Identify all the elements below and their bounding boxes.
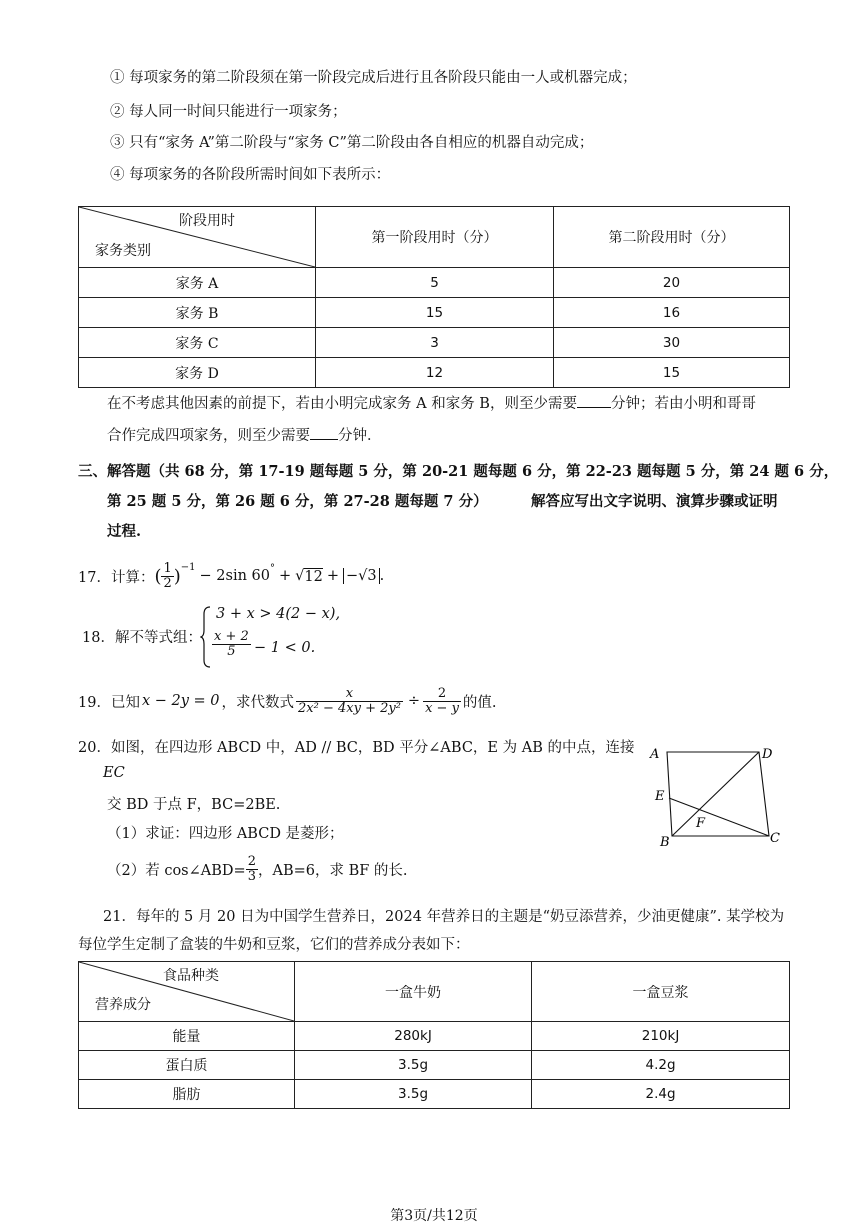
point-b-label: B [660, 835, 670, 850]
q19-label: 19．已知 [78, 694, 140, 711]
table2-corner-cell [79, 962, 295, 1022]
chores-time-table [78, 206, 790, 388]
q16-line2 [107, 424, 382, 445]
table-row [79, 1051, 790, 1080]
question-19 [78, 681, 497, 721]
cell: 2.4g [532, 1080, 790, 1109]
rule-2: ② 每人同一时间只能进行一项家务； [110, 104, 347, 120]
section3-line2a: 第 25 题 5 分，第 26 题 6 分，第 27-28 题每题 7 分） [107, 493, 488, 510]
q17-absolute: −√3 [343, 568, 380, 584]
table2-col2-header: 一盒豆浆 [532, 962, 790, 1022]
cell: 30 [553, 328, 789, 358]
answer-blank[interactable] [310, 438, 338, 440]
q20-part1: （1）求证：四边形 ABCD 是菱形； [107, 826, 344, 842]
q20-part2-text: ，AB=6，求 BF 的长. [257, 862, 408, 879]
rule-3: ③ 只有“家务 A”第二阶段与“家务 C”第二阶段由各自相应的机器自动完成； [110, 135, 594, 151]
row-label: 能量 [79, 1022, 295, 1051]
cell: 3.5g [295, 1051, 532, 1080]
cell: 15 [553, 358, 789, 388]
point-d-label: D [762, 747, 773, 762]
quadrilateral-abcd [667, 752, 769, 836]
q20-part2-text: （2）若 cos∠ABD= [107, 862, 246, 879]
rule-1: ① 每项家务的第二阶段须在第一阶段完成后进行且各阶段只能由一人或机器完成； [110, 70, 637, 86]
q17-end: . [379, 568, 385, 584]
segment-ec [669, 798, 769, 836]
cell: 5 [316, 268, 554, 298]
table1-col1-header: 第一阶段用时（分） [316, 207, 554, 268]
table1-col2-header: 第二阶段用时（分） [553, 207, 789, 268]
q16-line1 [107, 392, 756, 413]
table-row [79, 1080, 790, 1109]
diagonal-bd [672, 752, 759, 836]
q18-inequality-1: 3 + x > 4(2 − x), [216, 606, 341, 622]
table1-corner-cell [79, 207, 316, 268]
q19-text: ，求代数式 [221, 694, 295, 711]
row-label: 脂肪 [79, 1080, 295, 1109]
table-row [79, 328, 790, 358]
q21-line1: 21．每年的 5 月 20 日为中国学生营养日，2024 年营养日的主题是“奶豆添营养，少油更健康”. 某学校为 [103, 909, 785, 925]
section3-line1: 三、解答题（共 68 分，第 17-19 题每题 5 分，第 20-21 题每题 6 分，第 22-23 题每题 5 分，第 24 题 6 分， [78, 463, 839, 480]
answer-blank[interactable] [577, 406, 611, 408]
table2-corner-top: 食品种类 [163, 968, 219, 984]
q16-text: 在不考虑其他因素的前提下，若由小明完成家务 A 和家务 B，则至少需要 [107, 396, 577, 412]
q20-part2 [107, 849, 408, 889]
row-label: 蛋白质 [79, 1051, 295, 1080]
q18-label: 18．解不等式组： [82, 630, 202, 646]
q19-divide: ÷ [407, 693, 421, 709]
point-a-label: A [650, 747, 660, 762]
q16-text: 分钟． [338, 428, 382, 444]
cell: 12 [316, 358, 554, 388]
q17-degree: ° [270, 562, 276, 574]
q20-line1b: EC [103, 765, 125, 781]
cell: 16 [553, 298, 789, 328]
cell: 15 [316, 298, 554, 328]
cell: 280kJ [295, 1022, 532, 1051]
table-row [79, 358, 790, 388]
q20-line1: 20．如图，在四边形 ABCD 中，AD // BC，BD 平分∠ABC，E 为 AB 的中点，连接 [78, 740, 635, 756]
point-e-label: E [655, 789, 665, 804]
table-row [79, 1022, 790, 1051]
q18-fraction: $\frac{x + 2}{5}$ [214, 629, 249, 659]
page-number: 第3页/共12页 [390, 1208, 478, 1224]
cell: 3 [316, 328, 554, 358]
q20-fraction: $\frac{2}{3}$ [247, 853, 256, 884]
table2-col1-header: 一盒牛奶 [295, 962, 532, 1022]
q17-sqrt: 12 [304, 568, 323, 585]
q18-inequality-2: − 1 < 0. [254, 640, 316, 656]
section3-line2b: 解答应写出文字说明、演算步骤或证明 [531, 493, 778, 510]
row-label: 家务 B [79, 298, 316, 328]
q19-fraction-2: $\frac{2}{x - y}$ [425, 685, 459, 716]
point-f-label: F [696, 816, 706, 831]
table-row [79, 298, 790, 328]
q21-line2: 每位学生定制了盒装的牛奶和豆浆，它们的营养成分表如下： [78, 937, 470, 953]
q20-line2: 交 BD 于点 F，BC=2BE. [107, 797, 281, 813]
cell: 210kJ [532, 1022, 790, 1051]
q16-text: 分钟；若由小明和哥哥 [610, 396, 756, 412]
section3-line3: 过程. [107, 523, 142, 540]
row-label: 家务 D [79, 358, 316, 388]
nutrition-table [78, 961, 790, 1109]
q19-condition: x − 2y = 0 [141, 693, 220, 709]
q19-fraction-1: $\frac{x}{\text{2x² − 4xy + 2y²}}$ [298, 685, 401, 716]
row-label: 家务 A [79, 268, 316, 298]
cell: 20 [553, 268, 789, 298]
table-row [79, 268, 790, 298]
q17-exponent: −1 [180, 561, 196, 573]
point-c-label: C [770, 831, 780, 846]
cell: 4.2g [532, 1051, 790, 1080]
q17-plus: + [326, 568, 340, 584]
table1-corner-bottom: 家务类别 [95, 243, 151, 259]
q17-plus: + [279, 568, 292, 584]
q16-text: 合作完成四项家务，则至少需要 [107, 428, 310, 444]
q19-end: 的值. [462, 694, 497, 711]
q17-label: 17．计算： [78, 569, 155, 586]
table2-corner-bottom: 营养成分 [95, 997, 151, 1013]
row-label: 家务 C [79, 328, 316, 358]
q17-sin: − 2sin 60 [199, 568, 271, 584]
table1-corner-top: 阶段用时 [179, 213, 235, 229]
question-17: 17．计算： ( $\frac{1}{2}$ ) −1 − 2sin 60 ° + √ 12 + −√3 . [78, 560, 385, 591]
cell: 3.5g [295, 1080, 532, 1109]
rule-4: ④ 每项家务的各阶段所需时间如下表所示： [110, 167, 391, 183]
rhombus-figure [640, 740, 790, 852]
